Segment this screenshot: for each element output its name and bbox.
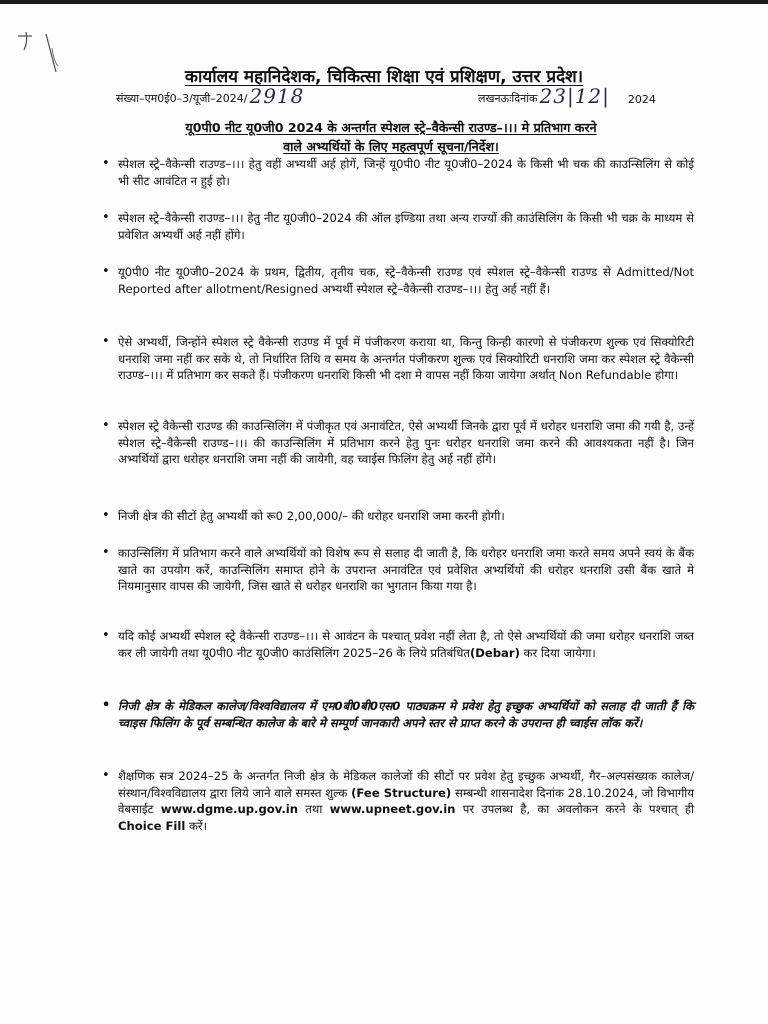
reference-number-handwritten: 2918 xyxy=(249,84,305,108)
bullet-icon: • xyxy=(102,418,110,433)
date-year: 2024 xyxy=(627,93,656,106)
list-item-text-mid3: पर उपलब्ध है, का अवलोकन करने के पश्चात् ही xyxy=(455,802,695,817)
list-item-text: ऐसे अभ्यर्थी, जिन्होंने स्पेशल स्ट्रे वैकेन्सी राउण्ड में पूर्व में पंजीकरण कराया था, किन्तु किन्ही कारणो से पंजीकरण शुल्क एवं सिक्योरिटी धनराशि जमा नहीं कर सके थे, तो निर्धारित तिथि व समय के अन्तर्गत पंजीकरण शुल्क एवं सिक्योरिटी धनराशि जमा कर स्पेशल स्ट्रे वैकेन्सी राउण्ड–।।। में प्रतिभाग कर सकते हैं। पंजीकरण धनराशि किसी भी दशा मे वापस नहीं किया जायेगा अर्थात् Non Refundable होगा। xyxy=(118,335,694,383)
bullet-icon: • xyxy=(102,210,110,225)
place-date-label: लखनऊःदिनांक xyxy=(478,92,538,105)
list-item-text: यदि कोई अभ्यर्थी स्पेशल स्ट्रे वैकेन्सी राउण्ड–।।। से आवंटन के पश्चात् प्रवेश नहीं लेता है, तो ऐसे अभ्यर्थियों की जमा धरोहर धनराशि जब्त कर ली जायेगी तथा यू0पी0 नीट यू0जी0 काउंसिलिंग 2025–26 के लिये प्रतिबंधित xyxy=(118,629,694,660)
list-item-text: यू0पी0 नीट यू0जी0–2024 के प्रथम, द्वितीय, तृतीय चक, स्ट्रे–वैकेन्सी राउण्ड एवं स्पेशल स्ट्रे–वैकेन्सी राउण्ड से Admitted/Not Reported after allotment/Resigned अभ्यर्थी स्पेशल स्ट्रे–वैकेन्सी राउण्ड–।।। हेतु अर्ह नहीं हैं। xyxy=(118,265,694,296)
list-item xyxy=(102,768,695,834)
list-item xyxy=(102,264,694,297)
list-item-text: स्पेशल स्ट्रे–वैकेन्सी राउण्ड–।।। हेतु नीट यू0जी0–2024 की ऑल इण्डिया तथा अन्य राज्यों की काउंसिलिंग के किसी भी चक्र के माध्यम से प्रवेशित अभ्यर्थी अर्ह नहीं होंगे। xyxy=(118,211,694,242)
list-item xyxy=(102,698,694,731)
office-title: कार्यालय महानिदेशक, चिकित्सा शिक्षा एवं प्रशिक्षण, उत्तर प्रदेश। xyxy=(184,67,584,87)
list-item xyxy=(102,418,694,468)
fee-structure-text: (Fee Structure) xyxy=(351,785,452,800)
bullet-icon: • xyxy=(102,698,111,713)
bullet-icon: • xyxy=(102,156,110,171)
list-item-text-end: करें। xyxy=(185,818,208,833)
bullet-icon: • xyxy=(102,264,110,279)
website-link-dgme[interactable]: www.dgme.up.gov.in xyxy=(160,802,298,817)
list-item-text: स्पेशल स्ट्रे वैकेन्सी राउण्ड की काउन्सिलिंग में पंजीकृत एवं अनावंटित, ऐसे अभ्यर्थी जिनके द्वारा पूर्व में धरोहर धनराशि जमा की गयी है, उन्हें स्पेशल स्ट्रे–वैकेन्सी राउण्ड–।।। की काउन्सिलिंग में प्रतिभाग करने हेतु पुनः धरोहर धनराशि जमा करने की आवश्यकता नहीं है। जिन अभ्यर्थियों द्वारा धरोहर धनराशि जमा नहीं की जायेगी, वह च्वाईस फिलिंग हेतु अर्ह नहीं होंगे। xyxy=(118,419,694,467)
bullet-icon: • xyxy=(102,628,110,643)
list-item xyxy=(102,156,694,189)
reference-label: संख्या–एम0ई0–3/यूजी–2024/ xyxy=(116,92,248,105)
list-item-text: निजी क्षेत्र की सीटों हेतु अभ्यर्थी को रू0 2,00,000/– की धरोहर धनराशि जमा करनी होगी। xyxy=(118,509,505,523)
list-item-text: निजी क्षेत्र के मेडिकल कालेज/विश्वविद्यालय में एम0बी0बी0एस0 पाठ्यक्रम मे प्रवेश हेतु इच्छुक अभ्यर्थियों को सलाह दी जाती हैं कि च्वाइस फिलिंग के पूर्व सम्बन्धित कालेज के बारे मे सम्पूर्ण जानकारी अपने स्तर से प्राप्त करने के उपरान्त ही च्वाईस लॉक करें। xyxy=(118,699,694,730)
list-item-text-mid2: तथा xyxy=(297,802,330,817)
date-handwritten: 23|12| xyxy=(539,84,610,108)
bullet-icon: • xyxy=(102,334,110,349)
list-item-text: काउन्सिलिंग में प्रतिभाग करने वाले अभ्यर्थियों को विशेष रूप से सलाह दी जाती है, कि धरोहर धनराशि जमा करते समय अपने स्वयं के बैंक खाते का उपयोग करें, काउन्सिलिंग समाप्त होने के उपरान्त अनावंटित एवं प्रवेशित अभ्यर्थियों की धरोहर धनराशि उसी बैंक खाते मे नियमानुसार वापस की जायेगी, जिस खाते से धरोहर धनराशि का भुगतान किया गया है। xyxy=(118,546,694,594)
bullet-icon: • xyxy=(102,545,110,560)
subject-line-2: वाले अभ्यर्थियों के लिए महत्वपूर्ण सूचना/निर्देश। xyxy=(283,139,499,154)
list-item xyxy=(102,334,694,384)
bullet-icon: • xyxy=(102,508,110,523)
bullet-icon: • xyxy=(102,768,110,783)
choice-fill-text: Choice Fill xyxy=(118,818,186,833)
list-item xyxy=(102,628,694,661)
list-item xyxy=(102,210,694,243)
list-item-text: स्पेशल स्ट्रे–वैकेन्सी राउण्ड–।।। हेतु वहीं अभ्यर्थी अर्ह होगें, जिन्हें यू0पी0 नीट यू0जी0–2024 के किसी भी चक की काउन्सिलिंग से कोई भी सीट आवंटित न हुई हो। xyxy=(118,157,694,188)
list-item xyxy=(102,545,694,595)
website-link-upneet[interactable]: www.upneet.gov.in xyxy=(329,802,456,817)
list-item xyxy=(102,508,694,525)
list-item-text: शैक्षणिक सत्र 2024–25 के अन्तर्गत निजी क्षेत्र के मेडिकल कालेजों की सीटों पर प्रवेश हेतु इच्छुक अभ्यर्थी, गैर–अल्पसंख्यक कालेज/संस्थान/विश्वविद्यालय द्वारा लिये जाने वाले समस्त शुल्क xyxy=(118,769,694,800)
subject-line-1: यू0पी0 नीट यू0जी0 2024 के अन्तर्गत स्पेशल स्ट्रे–वैकेन्सी राउण्ड–।।। मे प्रतिभाग करने xyxy=(185,120,597,135)
list-item-text-end: कर दिया जायेगा। xyxy=(519,645,596,660)
debar-text: (Debar) xyxy=(469,645,520,660)
list-item-text-mid: सम्बन्धी शासनादेश दिनांक 28.10.2024, जो विभागीय वेबसाईट xyxy=(118,785,694,817)
